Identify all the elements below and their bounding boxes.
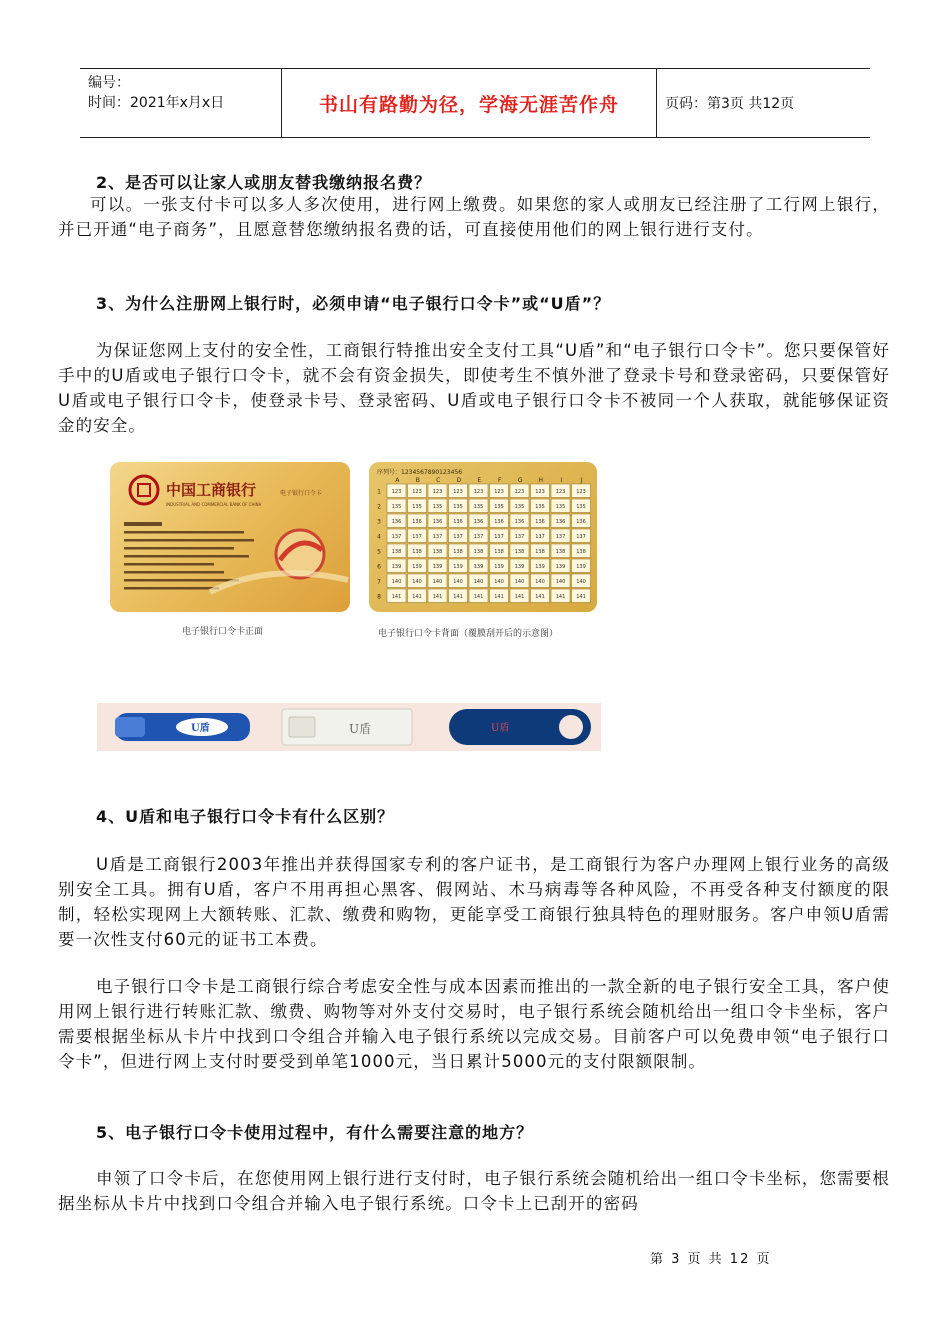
grid-cell-value: 136	[494, 519, 504, 525]
grid-cell-value: 136	[453, 519, 463, 525]
grid-cell-value: 141	[514, 594, 525, 600]
token-card-front-image	[110, 462, 350, 612]
header-motto: 书山有路勤为径，学海无涯苦作舟	[282, 69, 657, 137]
grid-cell-value: 137	[555, 534, 566, 540]
grid-cell-value: 140	[514, 579, 525, 585]
grid-cell-value: 137	[473, 534, 484, 540]
grid-cell-value: 135	[473, 504, 484, 510]
grid-cell-value: 137	[576, 534, 586, 540]
grid-cell-value: 139	[391, 564, 402, 570]
grid-cell-value: 123	[412, 489, 422, 495]
section-heading-5: 5、电子银行口令卡使用过程中，有什么需要注意的地方？	[96, 1123, 534, 1142]
serial-label: 编号：	[88, 75, 130, 91]
section-body-5	[58, 1166, 890, 1216]
u-shield-devices	[97, 703, 601, 751]
grid-cell-value: 136	[473, 519, 484, 525]
grid-cell-value: 139	[514, 564, 525, 570]
grid-row-label: 3	[377, 518, 381, 526]
grid-cell-value: 137	[514, 534, 525, 540]
grid-cell-value: 139	[494, 564, 504, 570]
grid-column-label: D	[456, 477, 462, 484]
grid-row-label: 8	[377, 593, 381, 601]
page-footer: 第 3 页 共 12 页	[650, 1252, 772, 1267]
grid-column-label: C	[436, 477, 441, 484]
section-body-4	[58, 852, 890, 1074]
grid-cell-value: 138	[391, 549, 402, 555]
section-body-2	[58, 192, 890, 242]
grid-cell-value: 139	[576, 564, 586, 570]
section-heading-3: 3、为什么注册网上银行时，必须申请“电子银行口令卡”或“U盾”？	[96, 294, 611, 313]
header-meta	[80, 69, 282, 137]
grid-cell-value: 135	[535, 504, 545, 510]
grid-cell-value: 140	[576, 579, 586, 585]
grid-cell-value: 139	[535, 564, 545, 570]
grid-cell-value: 139	[453, 564, 463, 570]
svg-text:U盾: U盾	[491, 723, 510, 734]
card-bank-name: 中国工商银行	[166, 481, 257, 499]
grid-column-label: F	[498, 477, 502, 484]
card-serial: 序列号：1234567890123456	[377, 469, 463, 476]
grid-cell-value: 123	[535, 489, 545, 495]
grid-cell-value: 141	[432, 594, 443, 600]
grid-cell-value: 140	[432, 579, 443, 585]
grid-row-label: 4	[377, 533, 381, 541]
grid-cell-value: 138	[453, 549, 463, 555]
paragraph: 为保证您网上支付的安全性，工商银行特推出安全支付工具“U盾”和“电子银行口令卡”。您只要保管好手中的U盾或电子银行口令卡，就不会有资金损失，即使考生不慎外泄了登录卡号和登录密码，只要保管好U盾或电子银行口令卡，使登录卡号、登录密码、U盾或电子银行口令卡不被同一个人获取，就能够保证资金的安全。	[58, 341, 890, 435]
card-front-graphic	[110, 462, 350, 612]
grid-row-label: 2	[377, 503, 381, 511]
grid-cell-value: 123	[576, 489, 586, 495]
paragraph: 可以。一张支付卡可以多人多次使用，进行网上缴费。如果您的家人或朋友已经注册了工行网上银行，并已开通“电子商务”，且愿意替您缴纳报名费的话，可直接使用他们的网上银行进行支付。	[58, 195, 890, 239]
grid-cell-value: 136	[391, 519, 402, 525]
card-title: 电子银行口令卡	[280, 490, 323, 497]
grid-cell-value: 139	[555, 564, 566, 570]
u-shield-image-strip	[97, 703, 601, 751]
paragraph: 电子银行口令卡是工商银行综合考虑安全性与成本因素而推出的一款全新的电子银行安全工具，客户使用网上银行进行转账汇款、缴费、购物等对外支付交易时，电子银行系统会随机给出一组口令卡坐标，客户需要根据坐标从卡片中找到口令组合并输入电子银行系统以完成交易。目前客户可以免费申领“电子银行口令卡”，但进行网上支付时要受到单笔1000元，当日累计5000元的支付限额限制。	[58, 977, 890, 1071]
grid-cell-value: 138	[432, 549, 443, 555]
page-header	[80, 68, 870, 138]
section-heading-2: 2、是否可以让家人或朋友替我缴纳报名费？	[96, 173, 432, 192]
grid-cell-value: 140	[412, 579, 422, 585]
grid-cell-value: 138	[514, 549, 525, 555]
grid-cell-value: 140	[494, 579, 504, 585]
grid-cell-value: 141	[412, 594, 422, 600]
grid-cell-value: 139	[473, 564, 484, 570]
svg-text:U盾: U盾	[191, 723, 210, 734]
paragraph: U盾是工商银行2003年推出并获得国家专利的客户证书，是工商银行为客户办理网上银行业务的高级别安全工具。拥有U盾，客户不用再担心黑客、假网站、木马病毒等各种风险，不再受各种支付额度的限制，轻松实现网上大额转账、汇款、缴费和购物，更能享受工商银行独具特色的理财服务。客户申领U盾需要一次性支付60元的证书工本费。	[58, 855, 890, 949]
grid-cell-value: 135	[391, 504, 402, 510]
grid-cell-value: 141	[391, 594, 402, 600]
section-body-3	[58, 338, 890, 438]
grid-cell-value: 136	[432, 519, 443, 525]
grid-cell-value: 140	[555, 579, 566, 585]
grid-cell-value: 123	[391, 489, 402, 495]
grid-cell-value: 136	[412, 519, 422, 525]
grid-column-label: J	[580, 477, 583, 484]
u-shield-white-stick-icon	[282, 709, 412, 745]
card-back-caption: 电子银行口令卡背面（覆膜刮开后的示意图）	[378, 629, 559, 639]
grid-cell-value: 135	[453, 504, 463, 510]
grid-row-label: 1	[377, 488, 381, 496]
grid-cell-value: 141	[473, 594, 484, 600]
paragraph: 申领了口令卡后，在您使用网上银行进行支付时，电子银行系统会随机给出一组口令卡坐标，您需要根据坐标从卡片中找到口令组合并输入电子银行系统。口令卡上已刮开的密码	[58, 1169, 890, 1213]
grid-cell-value: 135	[432, 504, 443, 510]
u-shield-round-device-icon	[449, 709, 591, 745]
grid-cell-value: 138	[576, 549, 586, 555]
grid-cell-value: 135	[514, 504, 525, 510]
grid-column-label: A	[395, 477, 400, 484]
grid-cell-value: 141	[453, 594, 463, 600]
grid-column-label: H	[538, 477, 544, 484]
grid-cell-value: 123	[555, 489, 566, 495]
grid-row-label: 6	[377, 563, 381, 571]
grid-column-label: G	[517, 477, 523, 484]
grid-cell-value: 141	[576, 594, 586, 600]
grid-cell-value: 123	[432, 489, 443, 495]
token-card-back-image	[369, 462, 597, 612]
grid-cell-value: 137	[494, 534, 504, 540]
grid-row-label: 5	[377, 548, 381, 556]
grid-cell-value: 140	[453, 579, 463, 585]
grid-cell-value: 137	[432, 534, 443, 540]
grid-cell-value: 135	[576, 504, 586, 510]
grid-cell-value: 136	[576, 519, 586, 525]
grid-cell-value: 141	[494, 594, 504, 600]
grid-cell-value: 138	[535, 549, 545, 555]
grid-cell-value: 140	[391, 579, 402, 585]
grid-cell-value: 139	[432, 564, 443, 570]
grid-cell-value: 135	[412, 504, 422, 510]
grid-cell-value: 141	[535, 594, 545, 600]
card-bank-name-en: INDUSTRIAL AND COMMERCIAL BANK OF CHINA	[166, 502, 262, 507]
grid-cell-value: 123	[453, 489, 463, 495]
card-front-caption: 电子银行口令卡正面	[182, 627, 264, 637]
grid-column-label: B	[415, 477, 420, 484]
grid-cell-value: 140	[535, 579, 545, 585]
grid-cell-value: 123	[514, 489, 525, 495]
grid-cell-value: 140	[473, 579, 484, 585]
grid-cell-value: 136	[514, 519, 525, 525]
grid-cell-value: 123	[494, 489, 504, 495]
time-label: 时间：2021年x月x日	[88, 95, 225, 111]
grid-column-label: E	[477, 477, 482, 484]
grid-cell-value: 141	[555, 594, 566, 600]
grid-cell-value: 137	[453, 534, 463, 540]
grid-cell-value: 137	[535, 534, 545, 540]
grid-cell-value: 135	[494, 504, 504, 510]
grid-cell-value: 137	[412, 534, 422, 540]
grid-cell-value: 123	[473, 489, 484, 495]
section-heading-4: 4、U盾和电子银行口令卡有什么区别？	[96, 807, 395, 826]
u-shield-blue-stick-icon	[115, 713, 250, 741]
card-back-grid	[369, 462, 597, 612]
svg-text:U盾: U盾	[349, 722, 372, 736]
grid-cell-value: 138	[555, 549, 566, 555]
grid-cell-value: 137	[391, 534, 402, 540]
icbc-logo-icon	[130, 476, 158, 504]
grid-cell-value: 138	[494, 549, 504, 555]
grid-cell-value: 138	[412, 549, 422, 555]
grid-column-label: I	[560, 477, 563, 484]
grid-cell-value: 135	[555, 504, 566, 510]
grid-cell-value: 138	[473, 549, 484, 555]
grid-row-label: 7	[377, 578, 381, 586]
grid-cell-value: 139	[412, 564, 422, 570]
header-page-info: 页码：第3页 共12页	[665, 96, 795, 112]
grid-cell-value: 136	[535, 519, 545, 525]
grid-cell-value: 136	[555, 519, 566, 525]
